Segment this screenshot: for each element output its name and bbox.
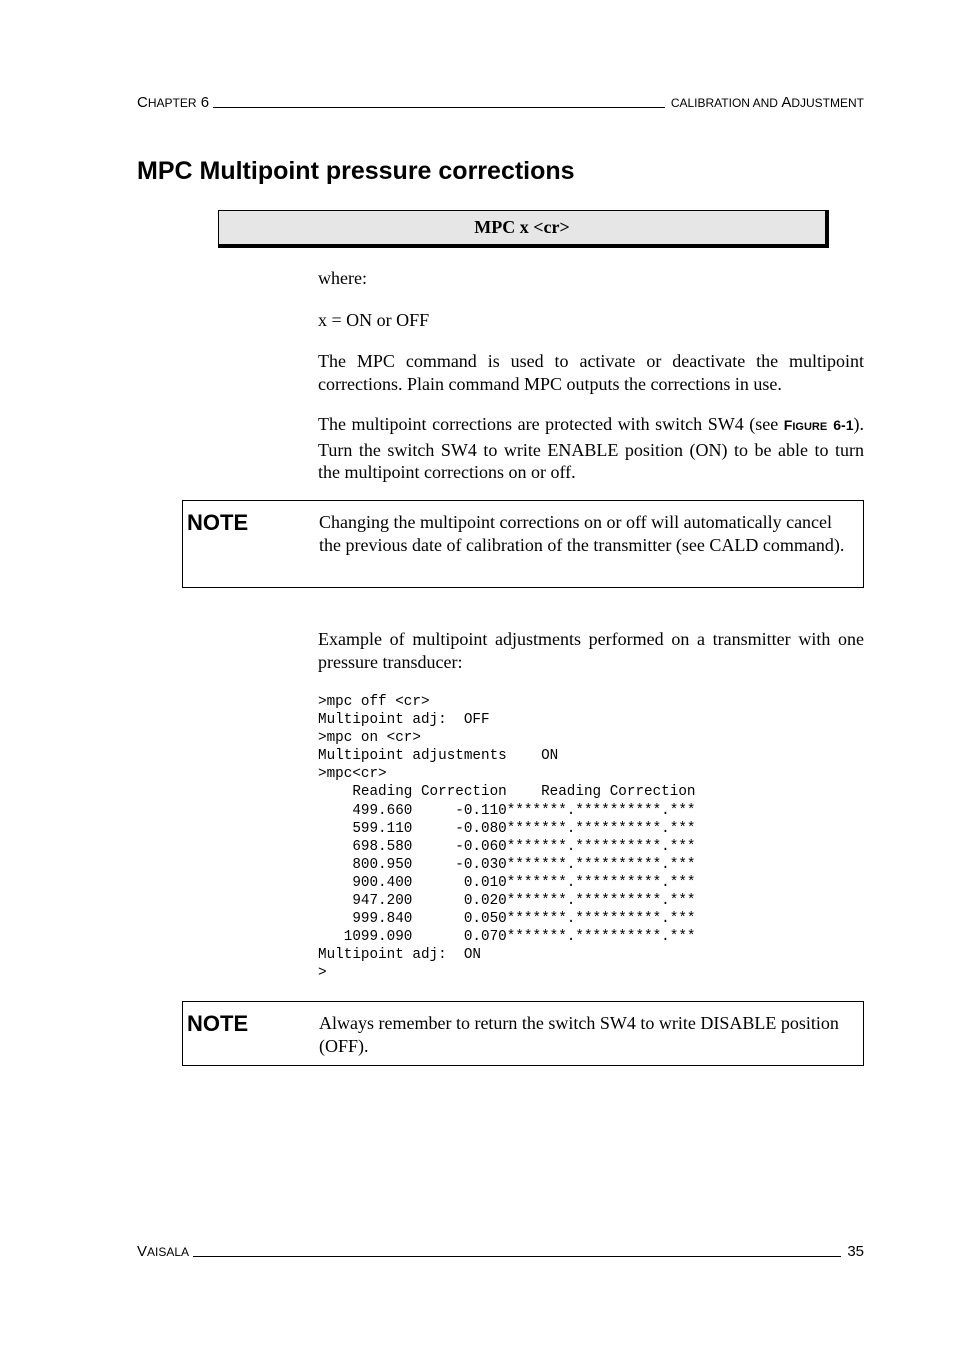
console-line: > bbox=[318, 965, 327, 982]
console-line: 800.950 -0.030*******.**********.*** bbox=[318, 856, 696, 873]
example-intro: Example of multipoint adjustments performed on a transmitter with one pressure transducer: bbox=[318, 629, 864, 672]
figure-reference[interactable]: FIGURE 6-1 bbox=[783, 417, 854, 433]
note-box bbox=[182, 500, 864, 588]
console-line: >mpc off <cr> bbox=[318, 694, 430, 710]
command-syntax: MPC x <cr> bbox=[474, 217, 570, 237]
chapter-label: CHAPTER 6 bbox=[137, 94, 210, 111]
console-line: >mpc on <cr> bbox=[318, 730, 421, 747]
note-box bbox=[182, 1001, 864, 1066]
console-line: 1099.090 0.070*******.**********.*** bbox=[318, 929, 696, 946]
description-paragraph: The MPC command is used to activate or deactivate the multipoint corrections. Plain command MPC outputs the corrections in use. bbox=[318, 351, 864, 394]
console-line: Reading Correction Reading Correction bbox=[318, 784, 696, 801]
page-title: MPC Multipoint pressure corrections bbox=[137, 157, 575, 185]
console-line: 947.200 0.020*******.**********.*** bbox=[318, 893, 696, 910]
console-line: Multipoint adj: OFF bbox=[318, 712, 490, 729]
note-label: NOTE bbox=[187, 510, 249, 535]
command-syntax-box bbox=[218, 210, 829, 248]
brand-label: VAISALA bbox=[137, 1243, 190, 1260]
section-label: CALIBRATION AND ADJUSTMENT bbox=[670, 94, 864, 111]
parameter-definition: x = ON or OFF bbox=[318, 310, 430, 330]
console-output bbox=[318, 693, 696, 983]
protection-paragraph: The multipoint corrections are protected with switch SW4 (see FIGURE 6-1). Turn the switch SW4 to write ENABLE position (ON) to be able to turn the multipoint corrections on or off. bbox=[318, 414, 864, 482]
where-label: where: bbox=[318, 268, 367, 288]
console-line: 999.840 0.050*******.**********.*** bbox=[318, 911, 696, 928]
page-footer bbox=[137, 1240, 864, 1260]
console-line: 599.110 -0.080*******.**********.*** bbox=[318, 820, 696, 837]
page-number: 35 bbox=[847, 1243, 864, 1260]
console-line: 900.400 0.010*******.**********.*** bbox=[318, 874, 696, 891]
page-header bbox=[137, 91, 864, 111]
note-label: NOTE bbox=[187, 1011, 249, 1036]
header-rule bbox=[213, 107, 665, 108]
console-line: 698.580 -0.060*******.**********.*** bbox=[318, 838, 696, 855]
console-line: Multipoint adjustments ON bbox=[318, 748, 559, 765]
footer-rule bbox=[193, 1256, 841, 1257]
console-line: >mpc<cr> bbox=[318, 766, 387, 783]
note-text: Always remember to return the switch SW4 to write DISABLE position (OFF). bbox=[319, 1013, 839, 1056]
console-line: Multipoint adj: ON bbox=[318, 947, 482, 964]
note-text: Changing the multipoint corrections on or off will automatically cancel the previous date of calibration of the transmitter (see CALD command). bbox=[319, 512, 845, 555]
console-line: 499.660 -0.110*******.**********.*** bbox=[318, 802, 696, 819]
